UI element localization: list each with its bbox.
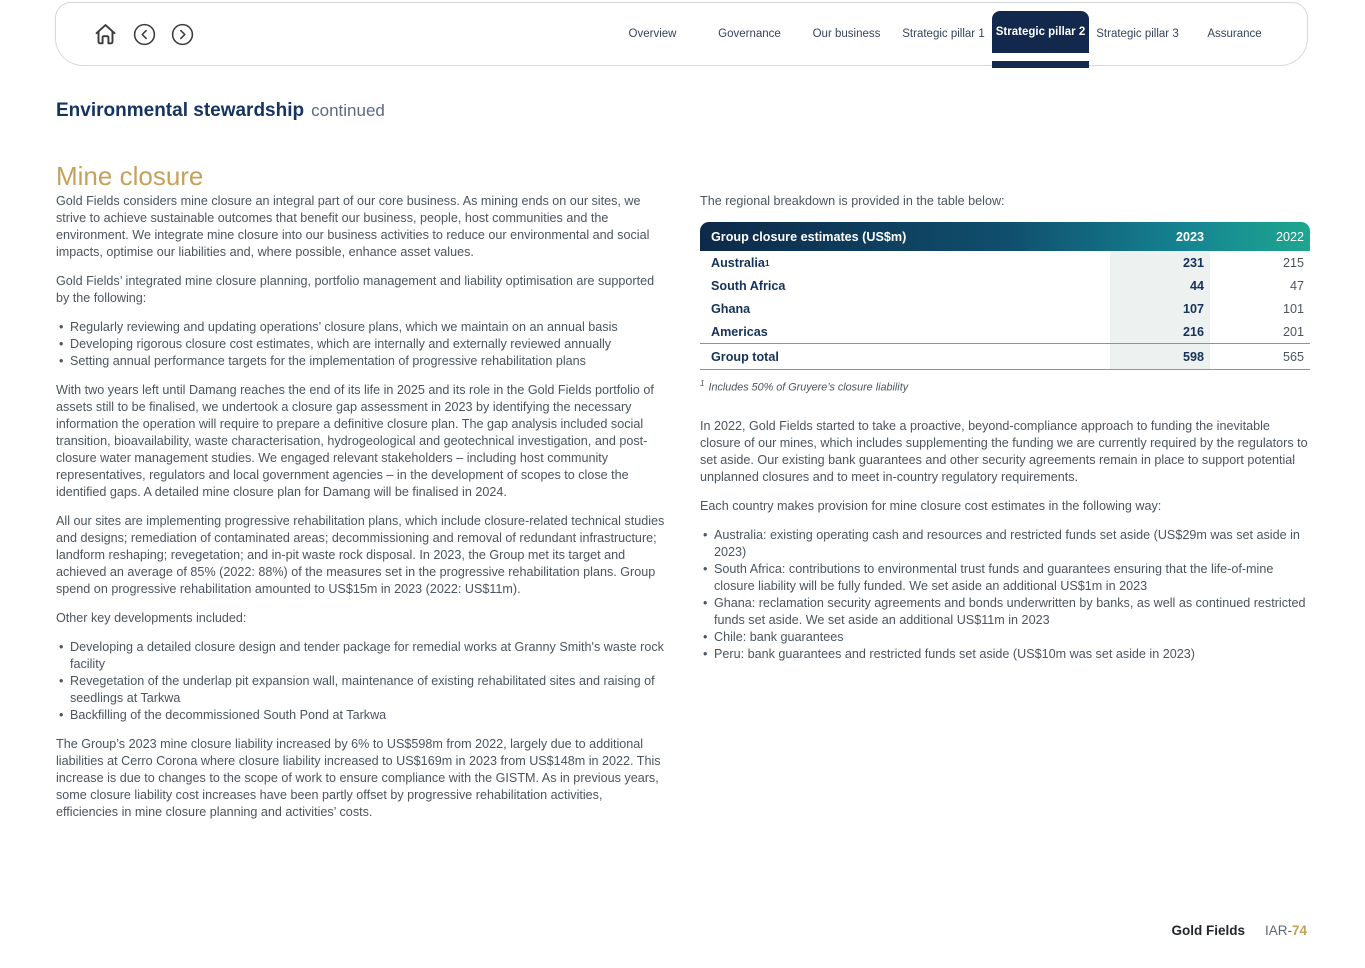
home-icon[interactable] — [92, 21, 119, 48]
left-column — [56, 193, 668, 833]
list-item: • Developing rigorous closure cost estimates, which are internally and externally reviewed annually — [56, 336, 668, 353]
cell-2023: 107 — [1110, 297, 1210, 320]
paragraph: The Group’s 2023 mine closure liability increased by 6% to US$598m from 2022, largely due to additional liabilities at Cerro Corona where closure liability increased to US$169m in 2023 from US$148m in 2022. This increase is due to changes to the scope of work to ensure compliance with the GISTM. As in previous years, some closure liability cost increases have been partly offset by progressive rehabilitation activities, efficiencies in mine closure planning and activities’ costs. — [56, 737, 661, 819]
list-intro: Other key developments included: — [56, 611, 247, 625]
footnote-text: Includes 50% of Gruyere’s closure liability — [708, 381, 909, 394]
tab-strategic-pillar-2[interactable]: Strategic pillar 2 — [992, 11, 1089, 53]
bullet-list — [56, 319, 668, 370]
list-item: • Setting annual performance targets for the implementation of progressive rehabilitation plans — [56, 353, 668, 370]
cell-2022: 201 — [1282, 324, 1304, 339]
nav-tabs — [604, 3, 1283, 65]
list-intro: Gold Fields’ integrated mine closure planning, portfolio management and liability optimisation are supported by the following: — [56, 274, 655, 305]
page-footer — [1171, 923, 1307, 938]
cell-2023: 598 — [1110, 344, 1210, 369]
nav-icon-group — [92, 21, 195, 48]
section-heading — [56, 100, 385, 122]
bullet-list — [56, 639, 668, 724]
paragraph: Gold Fields considers mine closure an integral part of our core business. As mining ends on our sites, we strive to achieve sustainable outcomes that benefit our business, people, host communities and the environment. We integrate mine closure into our business activities to reduce our environmental and social impacts, optimise our liabilities and, where possible, enhance asset values. — [56, 194, 650, 259]
tab-strategic-pillar-1[interactable]: Strategic pillar 1 — [902, 28, 985, 40]
column-header-2023: 2023 — [1175, 229, 1204, 244]
cell-region: Group total — [711, 349, 779, 364]
tab-overview[interactable]: Overview — [628, 28, 677, 40]
top-nav-bar — [55, 2, 1308, 66]
table-title: Group closure estimates (US$m) — [711, 229, 907, 244]
list-item: • Developing a detailed closure design and tender package for remedial works at Granny Smith's waste rock facility — [56, 639, 668, 673]
list-intro: Each country makes provision for mine closure cost estimates in the following way: — [700, 498, 1162, 513]
page-number: 74 — [1291, 923, 1307, 938]
list-item: • Peru: bank guarantees and restricted funds set aside (US$10m was set aside in 2023) — [700, 646, 1310, 663]
cell-2023: 231 — [1110, 251, 1210, 274]
page-reference: IAR-74 — [1264, 923, 1307, 938]
tab-assurance[interactable]: Assurance — [1207, 28, 1262, 40]
chevron-right-circle-icon[interactable] — [170, 22, 195, 47]
section-title: Environmental stewardship — [56, 100, 305, 121]
list-item: • Chile: bank guarantees — [700, 629, 1310, 646]
article-title: Mine closure — [56, 161, 204, 191]
chevron-left-circle-icon[interactable] — [132, 22, 157, 47]
tab-strategic-pillar-3[interactable]: Strategic pillar 3 — [1096, 28, 1179, 40]
cell-2022: 215 — [1282, 255, 1304, 270]
list-item: • Ghana: reclamation security agreements and bonds underwritten by banks, as well as continued restricted funds set aside. We set aside an additional US$11m in 2023 — [700, 595, 1310, 629]
tab-governance[interactable]: Governance — [718, 28, 781, 40]
right-column — [700, 193, 1310, 675]
table-total-row — [700, 343, 1310, 370]
table-row — [700, 251, 1310, 274]
closure-estimates-table — [700, 222, 1310, 370]
column-header-2022: 2022 — [1275, 229, 1304, 244]
footer-brand: Gold Fields — [1171, 923, 1245, 938]
cell-region: Australia 1 — [711, 255, 770, 270]
list-item: • Australia: existing operating cash and resources and restricted funds set aside (US$29m was set aside in 2023) — [700, 527, 1310, 561]
bullet-list — [700, 527, 1310, 663]
table-footnote — [700, 379, 1310, 394]
table-row — [700, 320, 1310, 343]
cell-2022: 565 — [1282, 349, 1304, 364]
cell-region: South Africa — [711, 278, 786, 293]
list-item: • Backfilling of the decommissioned South Pond at Tarkwa — [56, 707, 668, 724]
cell-2022: 47 — [1289, 278, 1304, 293]
cell-2023: 216 — [1110, 320, 1210, 343]
table-header-row — [700, 222, 1310, 251]
tab-our-business[interactable]: Our business — [812, 28, 881, 40]
paragraph: All our sites are implementing progressive rehabilitation plans, which include closure-related technical studies and designs; remediation of contaminated areas; decommissioning and removal of redundant infrastructure; landform reshaping; revegetation; and in-pit waste rock disposal. In 2023, the Group met its target and achieved an average of 85% (2022: 88%) of the measures set in the progressive rehabilitation plans. Group spend on progressive rehabilitation amounted to US$15m in 2023 (2022: US$11m). — [56, 514, 665, 596]
paragraph: With two years left until Damang reaches the end of its life in 2025 and its role in the Gold Fields portfolio of assets still to be finalised, we undertook a closure gap assessment in 2023 by identifying the necessary information the operation will require to prepare a definitive closure plan. The gap analysis included social transition, bioavailability, waste characterisation, hydrogeological and geotechnical investigation, and post-closure water management studies. We engaged relevant stakeholders – including host community representatives, regulators and local government agencies – in the development of scopes to close the identified gaps. A detailed mine closure plan for Damang will be finalised in 2024. — [56, 383, 654, 499]
footnote-marker: 1 — [700, 379, 705, 388]
cell-2022: 101 — [1282, 301, 1304, 316]
cell-region: Ghana — [711, 301, 751, 316]
cell-region: Americas — [711, 324, 768, 339]
table-row — [700, 297, 1310, 320]
section-title-suffix: continued — [311, 101, 385, 120]
cell-2023: 44 — [1110, 274, 1210, 297]
table-intro: The regional breakdown is provided in the table below: — [700, 194, 1005, 208]
paragraph: In 2022, Gold Fields started to take a proactive, beyond-compliance approach to funding the inevitable closure of our mines, which includes supplementing the funding we are currently required by the regulators to set aside. Our existing bank guarantees and other security agreements remain in place to support potential unplanned closures and to meet in-country regulatory requirements. — [700, 418, 1308, 484]
table-row — [700, 274, 1310, 297]
list-item: • South Africa: contributions to environmental trust funds and guarantees ensuring that the life-of-mine closure liability will be fully funded. We set aside an additional US$1m in 2023 — [700, 561, 1310, 595]
list-item: • Revegetation of the underlap pit expansion wall, maintenance of existing rehabilitated sites and raising of seedlings at Tarkwa — [56, 673, 668, 707]
list-item: • Regularly reviewing and updating operations’ closure plans, which we maintain on an annual basis — [56, 319, 668, 336]
